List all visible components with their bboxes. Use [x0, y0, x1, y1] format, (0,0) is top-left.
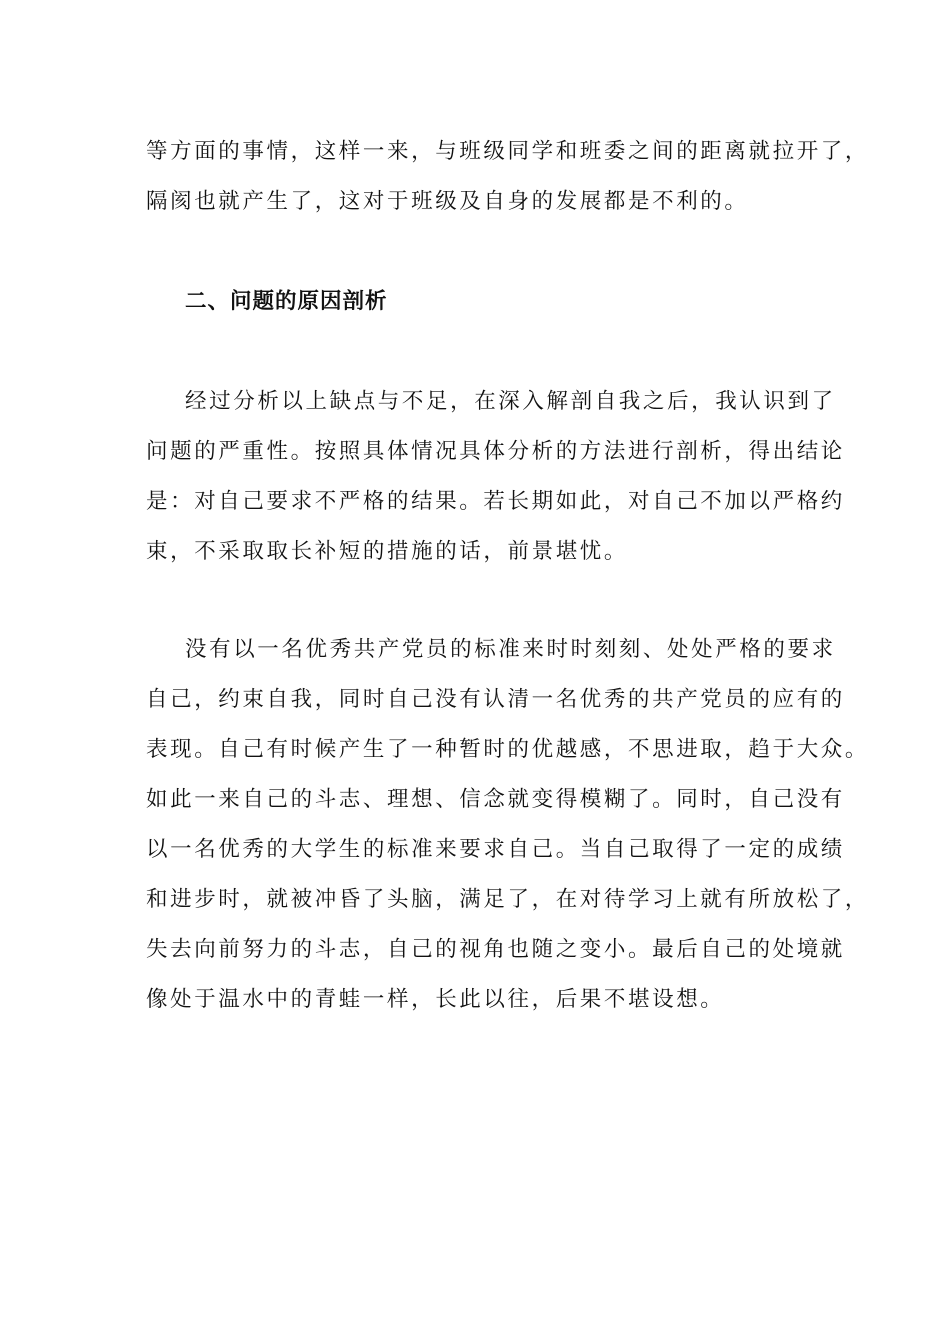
text-line: 隔阂也就产生了，这对于班级及自身的发展都是不利的。 [146, 189, 749, 214]
text-line: 问题的严重性。按照具体情况具体分析的方法进行剖析，得出结论 [146, 439, 845, 464]
text-line: 失去向前努力的斗志，自己的视角也随之变小。最后自己的处境就 [146, 937, 845, 962]
section-heading: 二、问题的原因剖析 [185, 289, 388, 314]
text-line: 像处于温水中的青蛙一样，长此以往，后果不堪设想。 [146, 987, 725, 1012]
text-line: 束，不采取取长补短的措施的话，前景堪忧。 [146, 539, 629, 564]
text-line: 表现。自己有时候产生了一种暂时的优越感，不思进取，趋于大众。 [146, 737, 870, 762]
text-line: 是：对自己要求不严格的结果。若长期如此，对自己不加以严格约 [146, 489, 845, 514]
text-line: 以一名优秀的大学生的标准来要求自己。当自己取得了一定的成绩 [146, 837, 845, 862]
text-line: 如此一来自己的斗志、理想、信念就变得模糊了。同时，自己没有 [146, 787, 845, 812]
text-line: 没有以一名优秀共产党员的标准来时时刻刻、处处严格的要求 [185, 637, 836, 662]
text-line: 等方面的事情，这样一来，与班级同学和班委之间的距离就拉开了， [146, 139, 870, 164]
text-line: 和进步时，就被冲昏了头脑，满足了，在对待学习上就有所放松了， [146, 887, 870, 912]
text-line: 自己，约束自我，同时自己没有认清一名优秀的共产党员的应有的 [146, 687, 845, 712]
text-line: 经过分析以上缺点与不足，在深入解剖自我之后，我认识到了 [185, 389, 836, 414]
